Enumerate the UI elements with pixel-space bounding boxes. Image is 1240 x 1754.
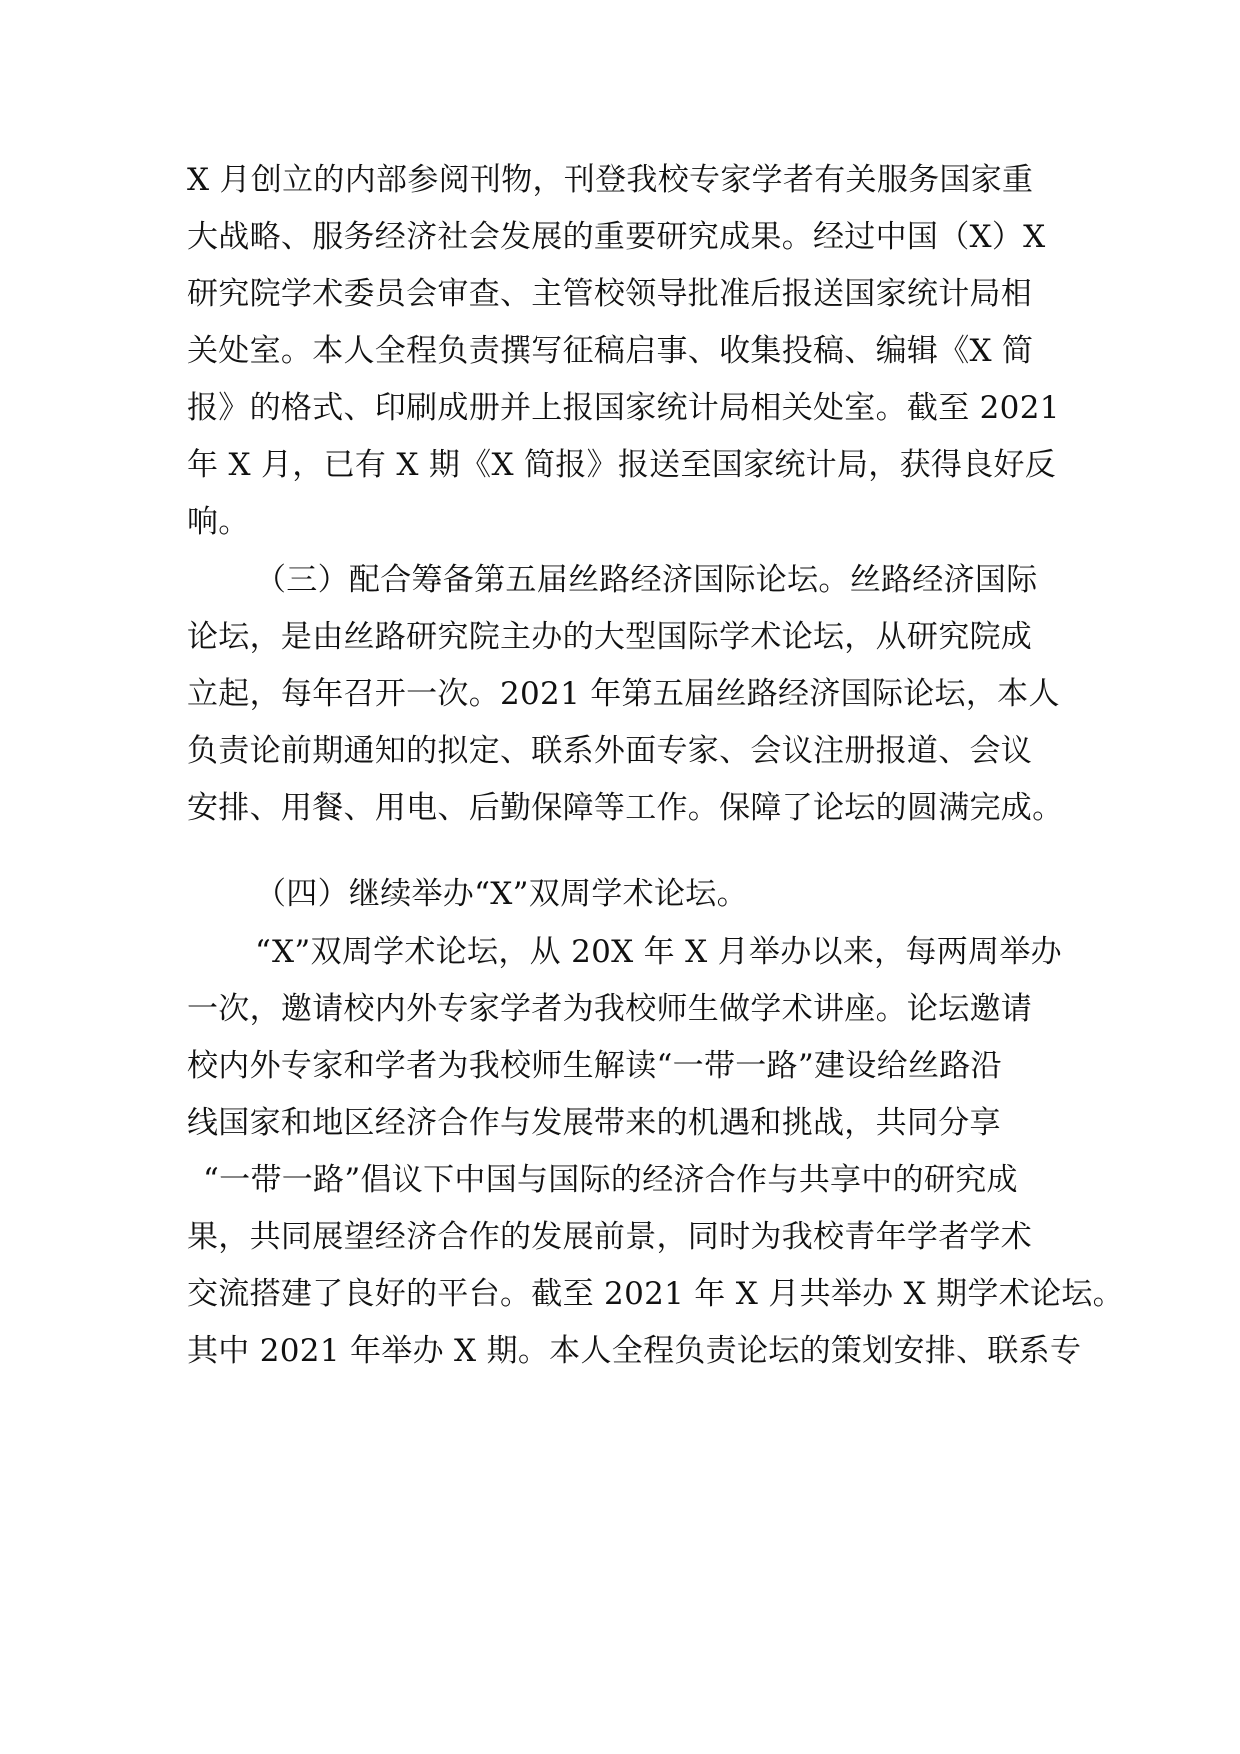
- paragraph-line: 一次，邀请校内外专家学者为我校师生做学术讲座。论坛邀请: [187, 991, 1033, 1027]
- paragraph-line: 校内外专家和学者为我校师生解读“一带一路”建设给丝路沿: [187, 1048, 1002, 1084]
- paragraph-line: 大战略、服务经济社会发展的重要研究成果。经过中国（X）X: [187, 219, 1046, 255]
- paragraph-line: 研究院学术委员会审查、主管校领导批准后报送国家统计局相: [187, 276, 1033, 312]
- paragraph-line: 其中 2021 年举办 X 期。本人全程负责论坛的策划安排、联系专: [187, 1333, 1082, 1369]
- paragraph-line: 安排、用餐、用电、后勤保障等工作。保障了论坛的圆满完成。: [187, 790, 1064, 826]
- paragraph-line: 交流搭建了良好的平台。截至 2021 年 X 月共举办 X 期学术论坛。: [187, 1276, 1124, 1312]
- paragraph-line: 负责论前期通知的拟定、联系外面专家、会议注册报道、会议: [187, 733, 1033, 769]
- paragraph-line: “一带一路”倡议下中国与国际的经济合作与共享中的研究成: [203, 1162, 1018, 1198]
- paragraph-line: 线国家和地区经济合作与发展带来的机遇和挑战，共同分享: [187, 1105, 1001, 1141]
- paragraph-line: 果，共同展望经济合作的发展前景，同时为我校青年学者学术: [187, 1219, 1033, 1255]
- paragraph-line: 报》的格式、印刷成册并上报国家统计局相关处室。截至 2021: [187, 390, 1060, 426]
- paragraph-line: 立起，每年召开一次。2021 年第五届丝路经济国际论坛，本人: [187, 676, 1060, 712]
- paragraph-line: 响。: [187, 504, 250, 540]
- paragraph-line: 年 X 月，已有 X 期《X 简报》报送至国家统计局，获得良好反: [187, 447, 1057, 483]
- paragraph-line: 论坛，是由丝路研究院主办的大型国际学术论坛，从研究院成: [187, 619, 1033, 655]
- section-heading-3: （三）配合筹备第五届丝路经济国际论坛。丝路经济国际: [255, 562, 1038, 598]
- paragraph-line: “X”双周学术论坛，从 20X 年 X 月举办以来，每两周举办: [255, 934, 1062, 970]
- paragraph-line: X 月创立的内部参阅刊物，刊登我校专家学者有关服务国家重: [187, 162, 1034, 198]
- paragraph-line: 关处室。本人全程负责撰写征稿启事、收集投稿、编辑《X 简: [187, 333, 1034, 369]
- section-heading-4: （四）继续举办“X”双周学术论坛。: [255, 876, 748, 912]
